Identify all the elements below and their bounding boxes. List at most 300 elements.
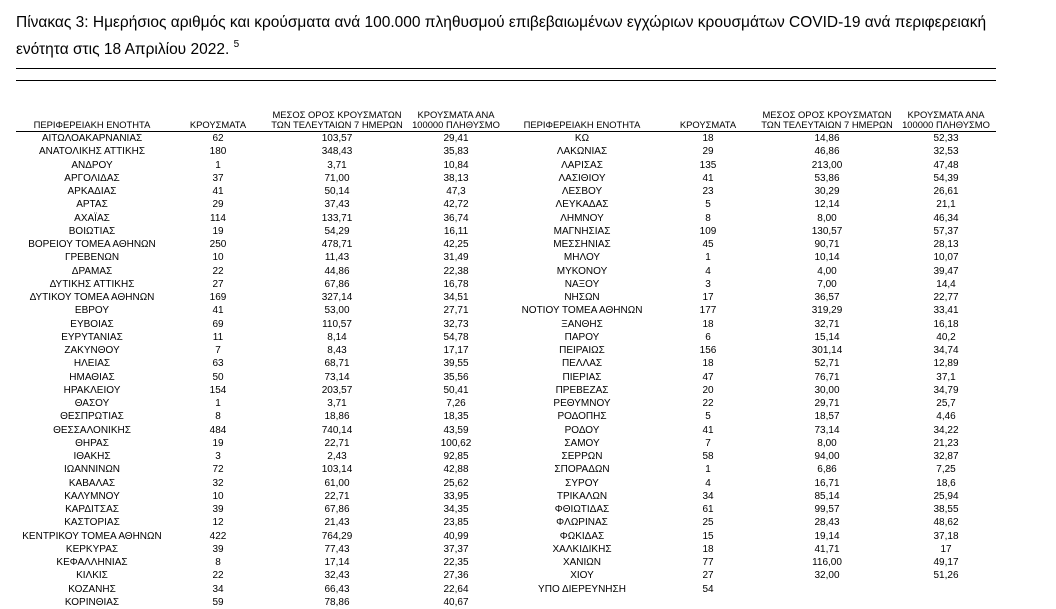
table-row (16, 278, 996, 291)
right-per100k-cell: 39,47 (896, 265, 996, 278)
left-per100k-cell: 23,85 (406, 516, 506, 529)
right-cases-cell: 54 (658, 583, 758, 596)
right-per100k-cell: 28,13 (896, 238, 996, 251)
left-unit-cell: ΔΥΤΙΚΟΥ ΤΟΜΕΑ ΑΘΗΝΩΝ (16, 291, 168, 304)
left-unit-cell: ΑΝΑΤΟΛΙΚΗΣ ΑΤΤΙΚΗΣ (16, 145, 168, 158)
right-avg7-cell: 15,14 (758, 331, 896, 344)
left-cases-cell: 32 (168, 477, 268, 490)
left-per100k-cell: 100,62 (406, 437, 506, 450)
left-per100k-cell: 92,85 (406, 450, 506, 463)
right-cases-cell: 8 (658, 212, 758, 225)
right-unit-cell: ΤΡΙΚΑΛΩΝ (506, 490, 658, 503)
left-unit-cell: ΕΥΡΥΤΑΝΙΑΣ (16, 331, 168, 344)
right-per100k-cell: 32,53 (896, 145, 996, 158)
right-cases-cell: 34 (658, 490, 758, 503)
right-cases-cell: 20 (658, 384, 758, 397)
right-avg7-cell: 18,57 (758, 410, 896, 423)
left-avg7-cell: 22,71 (268, 490, 406, 503)
right-cases-cell: 27 (658, 569, 758, 582)
right-cases-cell: 18 (658, 357, 758, 370)
right-unit-cell: ΛΑΡΙΣΑΣ (506, 159, 658, 172)
right-per100k-cell: 34,79 (896, 384, 996, 397)
right-per100k-cell: 47,48 (896, 159, 996, 172)
table-row (16, 530, 996, 543)
right-per100k-cell: 22,77 (896, 291, 996, 304)
right-cases-cell: 3 (658, 278, 758, 291)
right-cases-cell: 156 (658, 344, 758, 357)
left-unit-cell: ΕΥΒΟΙΑΣ (16, 318, 168, 331)
cases-table-container (16, 90, 996, 609)
right-cases-cell: 109 (658, 225, 758, 238)
right-per100k-cell: 34,74 (896, 344, 996, 357)
left-unit-cell: ΘΕΣΣΑΛΟΝΙΚΗΣ (16, 424, 168, 437)
right-avg7-cell: 7,00 (758, 278, 896, 291)
right-avg7-cell: 99,57 (758, 503, 896, 516)
right-per100k-cell: 40,2 (896, 331, 996, 344)
right-unit-cell: ΝΟΤΙΟΥ ΤΟΜΕΑ ΑΘΗΝΩΝ (506, 304, 658, 317)
right-avg7-cell: 10,14 (758, 251, 896, 264)
right-per100k-cell: 12,89 (896, 357, 996, 370)
header-avg7-right: ΜΕΣΟΣ ΟΡΟΣ ΚΡΟΥΣΜΑΤΩΝ ΤΩΝ ΤΕΛΕΥΤΑΙΩΝ 7 ΗΜΕΡΩΝ (758, 90, 896, 132)
left-cases-cell: 34 (168, 583, 268, 596)
left-per100k-cell: 42,88 (406, 463, 506, 476)
table-row (16, 556, 996, 569)
table-row (16, 596, 996, 609)
left-unit-cell: ΖΑΚΥΝΘΟΥ (16, 344, 168, 357)
right-avg7-cell: 94,00 (758, 450, 896, 463)
left-avg7-cell: 67,86 (268, 503, 406, 516)
left-unit-cell: ΕΒΡΟΥ (16, 304, 168, 317)
right-cases-cell: 1 (658, 251, 758, 264)
right-avg7-cell: 53,86 (758, 172, 896, 185)
right-avg7-cell: 85,14 (758, 490, 896, 503)
right-avg7-cell: 30,00 (758, 384, 896, 397)
left-avg7-cell: 133,71 (268, 212, 406, 225)
right-cases-cell: 15 (658, 530, 758, 543)
right-unit-cell: ΝΑΞΟΥ (506, 278, 658, 291)
table-row (16, 132, 996, 146)
right-avg7-cell: 19,14 (758, 530, 896, 543)
right-per100k-cell: 37,18 (896, 530, 996, 543)
left-avg7-cell: 8,14 (268, 331, 406, 344)
right-per100k-cell: 26,61 (896, 185, 996, 198)
left-avg7-cell: 66,43 (268, 583, 406, 596)
left-cases-cell: 10 (168, 251, 268, 264)
left-cases-cell: 19 (168, 225, 268, 238)
left-avg7-cell: 77,43 (268, 543, 406, 556)
table-row (16, 516, 996, 529)
left-cases-cell: 3 (168, 450, 268, 463)
table-row (16, 463, 996, 476)
right-avg7-cell (758, 583, 896, 596)
right-unit-cell: ΝΗΣΩΝ (506, 291, 658, 304)
left-unit-cell: ΚΕΦΑΛΛΗΝΙΑΣ (16, 556, 168, 569)
left-unit-cell: ΚΙΛΚΙΣ (16, 569, 168, 582)
left-unit-cell: ΑΡΓΟΛΙΔΑΣ (16, 172, 168, 185)
left-unit-cell: ΘΕΣΠΡΩΤΙΑΣ (16, 410, 168, 423)
right-unit-cell: ΦΩΚΙΔΑΣ (506, 530, 658, 543)
left-per100k-cell: 22,35 (406, 556, 506, 569)
left-per100k-cell: 40,67 (406, 596, 506, 609)
left-avg7-cell: 78,86 (268, 596, 406, 609)
right-avg7-cell: 41,71 (758, 543, 896, 556)
right-unit-cell: ΦΛΩΡΙΝΑΣ (506, 516, 658, 529)
left-cases-cell: 8 (168, 410, 268, 423)
header-cases-left: ΚΡΟΥΣΜΑΤΑ (168, 90, 268, 132)
right-avg7-cell: 319,29 (758, 304, 896, 317)
left-cases-cell: 7 (168, 344, 268, 357)
right-per100k-cell: 25,7 (896, 397, 996, 410)
table-row (16, 410, 996, 423)
header-per100k-left: ΚΡΟΥΣΜΑΤΑ ΑΝΑ 100000 ΠΛΗΘΥΣΜΟ (406, 90, 506, 132)
left-unit-cell: ΘΗΡΑΣ (16, 437, 168, 450)
right-per100k-cell: 37,1 (896, 371, 996, 384)
right-unit-cell: ΣΠΟΡΑΔΩΝ (506, 463, 658, 476)
left-unit-cell: ΗΜΑΘΙΑΣ (16, 371, 168, 384)
right-unit-cell: ΣΥΡΟΥ (506, 477, 658, 490)
left-per100k-cell: 31,49 (406, 251, 506, 264)
left-avg7-cell: 110,57 (268, 318, 406, 331)
table-row (16, 212, 996, 225)
left-per100k-cell: 22,38 (406, 265, 506, 278)
left-per100k-cell: 34,35 (406, 503, 506, 516)
right-avg7-cell: 76,71 (758, 371, 896, 384)
left-unit-cell: ΑΡΚΑΔΙΑΣ (16, 185, 168, 198)
table-row (16, 371, 996, 384)
right-avg7-cell: 46,86 (758, 145, 896, 158)
table-row (16, 304, 996, 317)
left-cases-cell: 72 (168, 463, 268, 476)
right-per100k-cell: 4,46 (896, 410, 996, 423)
right-avg7-cell: 32,00 (758, 569, 896, 582)
right-cases-cell: 17 (658, 291, 758, 304)
left-cases-cell: 63 (168, 357, 268, 370)
right-unit-cell: ΧΑΝΙΩΝ (506, 556, 658, 569)
right-unit-cell: ΜΑΓΝΗΣΙΑΣ (506, 225, 658, 238)
right-per100k-cell: 46,34 (896, 212, 996, 225)
right-unit-cell: ΡΟΔΟΥ (506, 424, 658, 437)
left-cases-cell: 50 (168, 371, 268, 384)
right-avg7-cell: 90,71 (758, 238, 896, 251)
left-per100k-cell: 39,55 (406, 357, 506, 370)
top-rule (16, 68, 996, 69)
left-avg7-cell: 348,43 (268, 145, 406, 158)
left-unit-cell: ΚΑΛΥΜΝΟΥ (16, 490, 168, 503)
right-per100k-cell: 57,37 (896, 225, 996, 238)
left-unit-cell: ΚΟΡΙΝΘΙΑΣ (16, 596, 168, 609)
table-row (16, 291, 996, 304)
right-per100k-cell: 7,25 (896, 463, 996, 476)
table-row (16, 384, 996, 397)
left-cases-cell: 8 (168, 556, 268, 569)
right-avg7-cell: 301,14 (758, 344, 896, 357)
left-cases-cell: 154 (168, 384, 268, 397)
right-unit-cell (506, 596, 658, 609)
right-cases-cell: 47 (658, 371, 758, 384)
right-unit-cell: ΧΑΛΚΙΔΙΚΗΣ (506, 543, 658, 556)
left-unit-cell: ΗΡΑΚΛΕΙΟΥ (16, 384, 168, 397)
left-per100k-cell: 16,11 (406, 225, 506, 238)
left-avg7-cell: 61,00 (268, 477, 406, 490)
right-per100k-cell: 52,33 (896, 132, 996, 146)
caption-footnote: 5 (234, 39, 240, 50)
left-avg7-cell: 764,29 (268, 530, 406, 543)
right-unit-cell: ΠΕΛΛΑΣ (506, 357, 658, 370)
table-row (16, 397, 996, 410)
header-cases-right: ΚΡΟΥΣΜΑΤΑ (658, 90, 758, 132)
left-cases-cell: 39 (168, 543, 268, 556)
right-unit-cell: ΛΕΥΚΑΔΑΣ (506, 198, 658, 211)
left-per100k-cell: 18,35 (406, 410, 506, 423)
right-avg7-cell: 32,71 (758, 318, 896, 331)
left-unit-cell: ΑΝΔΡΟΥ (16, 159, 168, 172)
right-cases-cell: 5 (658, 198, 758, 211)
right-per100k-cell: 54,39 (896, 172, 996, 185)
right-avg7-cell: 4,00 (758, 265, 896, 278)
caption-text: Πίνακας 3: Ημερήσιος αριθμός και κρούσματα ανά 100.000 πληθυσμού επιβεβαιωμένων εγχώριων κρουσμάτων COVID-19 ανά περιφερειακή ενότητα στις 18 Απριλίου 2022. (16, 14, 986, 58)
right-cases-cell: 6 (658, 331, 758, 344)
left-unit-cell: ΚΑΡΔΙΤΣΑΣ (16, 503, 168, 516)
right-per100k-cell: 21,23 (896, 437, 996, 450)
left-unit-cell: ΒΟΡΕΙΟΥ ΤΟΜΕΑ ΑΘΗΝΩΝ (16, 238, 168, 251)
table-row (16, 331, 996, 344)
right-cases-cell: 61 (658, 503, 758, 516)
table-row (16, 198, 996, 211)
left-per100k-cell: 34,51 (406, 291, 506, 304)
right-per100k-cell: 33,41 (896, 304, 996, 317)
right-unit-cell: ΣΕΡΡΩΝ (506, 450, 658, 463)
right-unit-cell: ΣΑΜΟΥ (506, 437, 658, 450)
left-unit-cell: ΚΑΣΤΟΡΙΑΣ (16, 516, 168, 529)
left-per100k-cell: 36,74 (406, 212, 506, 225)
right-cases-cell: 18 (658, 543, 758, 556)
left-avg7-cell: 54,29 (268, 225, 406, 238)
left-avg7-cell: 2,43 (268, 450, 406, 463)
right-unit-cell: ΞΑΝΘΗΣ (506, 318, 658, 331)
left-per100k-cell: 16,78 (406, 278, 506, 291)
left-per100k-cell: 42,72 (406, 198, 506, 211)
right-per100k-cell: 18,6 (896, 477, 996, 490)
left-avg7-cell: 740,14 (268, 424, 406, 437)
left-cases-cell: 62 (168, 132, 268, 146)
right-per100k-cell: 51,26 (896, 569, 996, 582)
left-unit-cell: ΗΛΕΙΑΣ (16, 357, 168, 370)
right-avg7-cell: 16,71 (758, 477, 896, 490)
right-cases-cell: 4 (658, 477, 758, 490)
left-per100k-cell: 50,41 (406, 384, 506, 397)
right-avg7-cell: 213,00 (758, 159, 896, 172)
left-avg7-cell: 18,86 (268, 410, 406, 423)
left-unit-cell: ΚΟΖΑΝΗΣ (16, 583, 168, 596)
right-per100k-cell: 32,87 (896, 450, 996, 463)
left-unit-cell: ΚΑΒΑΛΑΣ (16, 477, 168, 490)
right-unit-cell: ΠΙΕΡΙΑΣ (506, 371, 658, 384)
right-avg7-cell: 30,29 (758, 185, 896, 198)
right-avg7-cell: 36,57 (758, 291, 896, 304)
left-per100k-cell: 32,73 (406, 318, 506, 331)
left-per100k-cell: 54,78 (406, 331, 506, 344)
left-cases-cell: 59 (168, 596, 268, 609)
left-cases-cell: 29 (168, 198, 268, 211)
left-per100k-cell: 37,37 (406, 543, 506, 556)
left-unit-cell: ΙΩΑΝΝΙΝΩΝ (16, 463, 168, 476)
left-unit-cell: ΑΡΤΑΣ (16, 198, 168, 211)
header-unit-right: ΠΕΡΙΦΕΡΕΙΑΚΗ ΕΝΟΤΗΤΑ (506, 90, 658, 132)
right-unit-cell: ΜΕΣΣΗΝΙΑΣ (506, 238, 658, 251)
left-avg7-cell: 73,14 (268, 371, 406, 384)
right-per100k-cell: 38,55 (896, 503, 996, 516)
left-avg7-cell: 17,14 (268, 556, 406, 569)
left-unit-cell: ΚΕΡΚΥΡΑΣ (16, 543, 168, 556)
right-per100k-cell: 25,94 (896, 490, 996, 503)
right-cases-cell: 22 (658, 397, 758, 410)
left-cases-cell: 37 (168, 172, 268, 185)
table-header-row (16, 90, 996, 132)
right-avg7-cell: 14,86 (758, 132, 896, 146)
right-unit-cell: ΠΑΡΟΥ (506, 331, 658, 344)
table-row (16, 503, 996, 516)
right-cases-cell: 5 (658, 410, 758, 423)
right-per100k-cell: 16,18 (896, 318, 996, 331)
left-cases-cell: 1 (168, 159, 268, 172)
left-unit-cell: ΒΟΙΩΤΙΑΣ (16, 225, 168, 238)
left-avg7-cell: 203,57 (268, 384, 406, 397)
left-per100k-cell: 7,26 (406, 397, 506, 410)
right-unit-cell: ΜΥΚΟΝΟΥ (506, 265, 658, 278)
left-per100k-cell: 35,83 (406, 145, 506, 158)
left-per100k-cell: 10,84 (406, 159, 506, 172)
left-avg7-cell: 3,71 (268, 397, 406, 410)
right-cases-cell: 29 (658, 145, 758, 158)
left-per100k-cell: 33,95 (406, 490, 506, 503)
right-unit-cell: ΦΘΙΩΤΙΔΑΣ (506, 503, 658, 516)
cases-table (16, 90, 996, 609)
left-avg7-cell: 478,71 (268, 238, 406, 251)
right-unit-cell: ΥΠΟ ΔΙΕΡΕΥΝΗΣΗ (506, 583, 658, 596)
right-per100k-cell: 48,62 (896, 516, 996, 529)
left-per100k-cell: 42,25 (406, 238, 506, 251)
left-unit-cell: ΘΑΣΟΥ (16, 397, 168, 410)
left-cases-cell: 41 (168, 185, 268, 198)
right-avg7-cell: 8,00 (758, 437, 896, 450)
table-body (16, 132, 996, 609)
left-per100k-cell: 29,41 (406, 132, 506, 146)
left-per100k-cell: 35,56 (406, 371, 506, 384)
right-avg7-cell: 29,71 (758, 397, 896, 410)
right-cases-cell: 177 (658, 304, 758, 317)
right-unit-cell: ΡΕΘΥΜΝΟΥ (506, 397, 658, 410)
left-per100k-cell: 47,3 (406, 185, 506, 198)
left-avg7-cell: 8,43 (268, 344, 406, 357)
right-avg7-cell: 73,14 (758, 424, 896, 437)
right-cases-cell: 1 (658, 463, 758, 476)
left-avg7-cell: 71,00 (268, 172, 406, 185)
right-cases-cell: 25 (658, 516, 758, 529)
header-avg7-left: ΜΕΣΟΣ ΟΡΟΣ ΚΡΟΥΣΜΑΤΩΝ ΤΩΝ ΤΕΛΕΥΤΑΙΩΝ 7 ΗΜΕΡΩΝ (268, 90, 406, 132)
right-cases-cell: 23 (658, 185, 758, 198)
left-per100k-cell: 25,62 (406, 477, 506, 490)
table-row (16, 543, 996, 556)
header-per100k-right: ΚΡΟΥΣΜΑΤΑ ΑΝΑ 100000 ΠΛΗΘΥΣΜΟ (896, 90, 996, 132)
left-unit-cell: ΓΡΕΒΕΝΩΝ (16, 251, 168, 264)
right-per100k-cell: 17 (896, 543, 996, 556)
right-avg7-cell: 28,43 (758, 516, 896, 529)
table-row (16, 185, 996, 198)
right-unit-cell: ΡΟΔΟΠΗΣ (506, 410, 658, 423)
right-avg7-cell: 130,57 (758, 225, 896, 238)
table-row (16, 265, 996, 278)
left-cases-cell: 10 (168, 490, 268, 503)
table-row (16, 225, 996, 238)
left-unit-cell: ΔΥΤΙΚΗΣ ΑΤΤΙΚΗΣ (16, 278, 168, 291)
left-cases-cell: 1 (168, 397, 268, 410)
table-row (16, 172, 996, 185)
left-cases-cell: 169 (168, 291, 268, 304)
left-avg7-cell: 103,57 (268, 132, 406, 146)
left-cases-cell: 114 (168, 212, 268, 225)
left-cases-cell: 22 (168, 569, 268, 582)
right-cases-cell: 18 (658, 132, 758, 146)
right-unit-cell: ΛΑΣΙΘΙΟΥ (506, 172, 658, 185)
right-per100k-cell: 34,22 (896, 424, 996, 437)
right-avg7-cell: 8,00 (758, 212, 896, 225)
table-row (16, 251, 996, 264)
left-cases-cell: 27 (168, 278, 268, 291)
right-cases-cell: 58 (658, 450, 758, 463)
left-avg7-cell: 67,86 (268, 278, 406, 291)
left-cases-cell: 484 (168, 424, 268, 437)
table-row (16, 583, 996, 596)
left-avg7-cell: 327,14 (268, 291, 406, 304)
left-cases-cell: 22 (168, 265, 268, 278)
left-avg7-cell: 32,43 (268, 569, 406, 582)
left-avg7-cell: 3,71 (268, 159, 406, 172)
left-per100k-cell: 27,36 (406, 569, 506, 582)
right-per100k-cell (896, 583, 996, 596)
right-unit-cell: ΛΗΜΝΟΥ (506, 212, 658, 225)
right-unit-cell: ΛΑΚΩΝΙΑΣ (506, 145, 658, 158)
table-row (16, 344, 996, 357)
left-unit-cell: ΙΘΑΚΗΣ (16, 450, 168, 463)
left-avg7-cell: 44,86 (268, 265, 406, 278)
second-rule (16, 80, 996, 81)
left-per100k-cell: 43,59 (406, 424, 506, 437)
right-cases-cell: 77 (658, 556, 758, 569)
right-per100k-cell (896, 596, 996, 609)
right-per100k-cell: 49,17 (896, 556, 996, 569)
right-per100k-cell: 14,4 (896, 278, 996, 291)
left-cases-cell: 39 (168, 503, 268, 516)
left-avg7-cell: 22,71 (268, 437, 406, 450)
right-unit-cell: ΛΕΣΒΟΥ (506, 185, 658, 198)
table-row (16, 450, 996, 463)
left-cases-cell: 19 (168, 437, 268, 450)
table-row (16, 318, 996, 331)
left-cases-cell: 69 (168, 318, 268, 331)
right-cases-cell: 135 (658, 159, 758, 172)
right-avg7-cell: 6,86 (758, 463, 896, 476)
left-avg7-cell: 21,43 (268, 516, 406, 529)
right-cases-cell: 41 (658, 424, 758, 437)
right-cases-cell: 4 (658, 265, 758, 278)
table-row (16, 357, 996, 370)
table-row (16, 145, 996, 158)
right-unit-cell: ΠΡΕΒΕΖΑΣ (506, 384, 658, 397)
right-cases-cell (658, 596, 758, 609)
left-per100k-cell: 27,71 (406, 304, 506, 317)
left-cases-cell: 41 (168, 304, 268, 317)
left-per100k-cell: 40,99 (406, 530, 506, 543)
